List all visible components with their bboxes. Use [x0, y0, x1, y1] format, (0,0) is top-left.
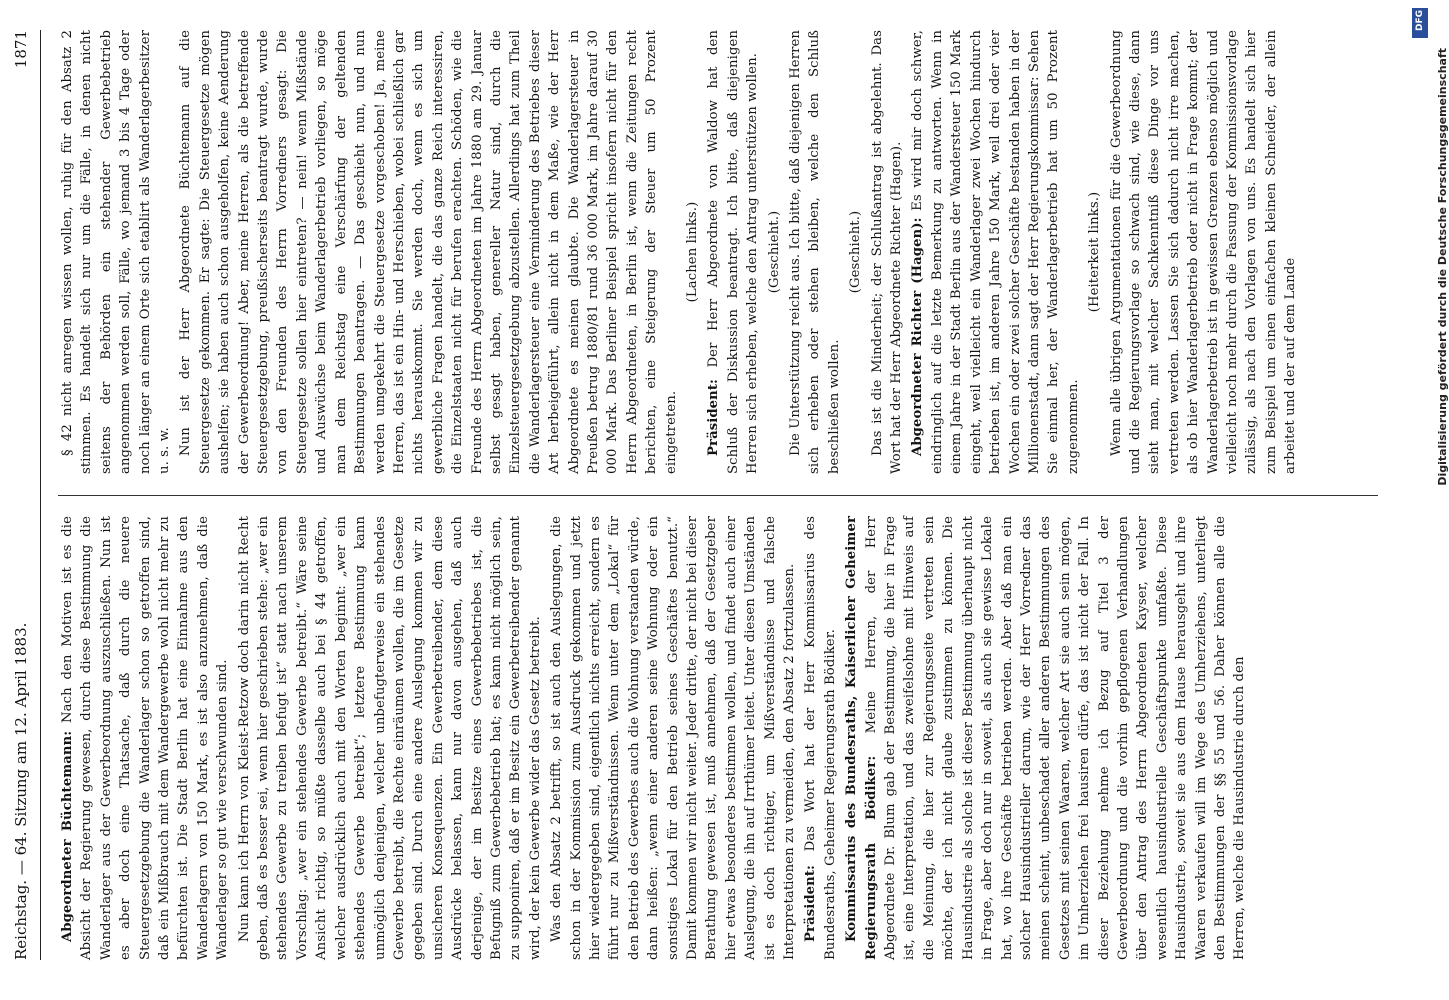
paragraph-text: Es wird mir doch schwer, eindringlich auf die letzte Bemerkung zu antworten. Wenn in einem Jahre in der Stadt Berlin aus der Wandersteuer 150 Mark eingeht, weil vielleicht ein Wanderlager zwei Wochen hindurch betrieben ist, im anderen Jahre 150 Mark, weil drei oder vier Wochen ein oder zwei solcher Geschäfte bestanden haben in der Millionenstadt, dann sagt der Herr Regierungskommissar: Sehen Sie einmal her, der Wanderlagerbetrieb hat um 50 Prozent zugenommen.: [910, 30, 1081, 474]
speaker-name: Abgeordneter Richter (Hagen):: [910, 217, 926, 456]
paragraph-text: Was den Absatz 2 betrifft, so ist auch den Auslegungen, die schon in der Kommission zum Ausdruck gekommen und jetzt hier wiedergegeben sind, eigentlich nichts erreicht, sondern es führt nur zu Mißverständnissen. Wenn unter dem „Lokal“ für den Betrieb des Gewerbes auch die Wohnung verstanden würde, dann heißen: „wenn einer anderen seine Wohnung oder ein sonstiges Lokal für den Betrieb seines Geschäftes benutzt.“ Damit kommen wir nicht weiter. Jeder dritte, der nicht bei dieser Berathung gewesen ist, muß annehmen, daß der Gesetzgeber hier etwas besonderes bestimmen wollen, und findet auch einer Auslegung, die ihn auf Irrthümer leitet. Unter diesen Umständen ist es doch richtiger, um Mißverständnisse und falsche Interpretationen zu vermeiden, den Absatz 2 fortzulassen.: [549, 516, 798, 960]
right-column: [58, 30, 1378, 474]
paragraph: [176, 30, 681, 474]
paragraph-text: Wenn alle übrigen Argumentationen für die Gewerbeordnung und die Regierungsvorlage so schwach sind, wie diese, dann sieht man, mit welcher Sachkenntniß diese Dinge vor uns vertreten werden. Lassen Sie sich dadurch nicht irre machen, als ob hier Wanderlagerbetrieb oder nicht in Frage kommt; der Wanderlagerbetrieb ist in gewissen Grenzen ebenso möglich und vielleicht noch mehr durch die Fassung der Kommissionsvorlage zulässig, als nach den Vorlagen von uns. Es handelt sich hier zum Beispiel um einen einfachen kleinen Schneider, der allein arbeitet und der auf dem Lande: [1108, 30, 1299, 474]
paragraph-text: Das ist die Minderheit; der Schlußantrag ist abgelehnt. Das Wort hat der Herr Abgeordnete Richter (Hagen).: [869, 30, 905, 474]
paragraph: [58, 30, 174, 474]
paragraph: [1085, 30, 1104, 474]
paragraph-text: Das Wort hat der Herr Kommissarius des Bundesraths, Geheimer Regierungsrath Bödiker.: [803, 516, 838, 960]
speaker-name: Abgeordneter Büchtemann:: [60, 730, 75, 942]
speaker-name: Präsident:: [803, 864, 819, 942]
paragraph: [842, 516, 1250, 960]
paragraph: [1107, 30, 1301, 474]
paragraph: [765, 30, 784, 474]
digitization-note-text: Digitalisierung gefördert durch die Deutsche Forschungsgemeinschaft: [1436, 48, 1449, 486]
paragraph: [704, 30, 762, 474]
column-divider: [58, 495, 1378, 496]
left-column: [58, 516, 1378, 960]
paragraph-text: Meine Herren, der Herr Abgeordnete Dr. Blum gab der Bestimmung, die hier in Frage ist, eine Interpretation, und das zweifelsohne mit Hinweis auf die Meinung, die hier zur Regierungsseite vertreten sein möchte, der ich nicht glaube zustimmen zu können. Die Hausindustrie als solche ist dieser Bestimmung überhaupt nicht in Frage, aber doch nur in soweit, als auch sie gewisse Lokale hat, wo ihre Geschäfte betrieben werden. Aber daß man ein solcher Hausindustrieller darum, wie der Herr Vorredner das meinen scheint, unbeschadet aller anderen Bestimmungen des Gesetzes mit seinen Waaren, welcher Art sie auch sein mögen, im Umherziehen frei hausiren dürfe, das ist nicht der Fall. In dieser Beziehung nehme ich Bezug auf Titel 3 der Gewerbeordnung und die vorhin gepflogenen Verhandlungen über den Antrag des Herrn Abgeordneten Kayser, welcher wesentlich hausindustrielle Geschäftspunkte umfaßte. Diese Hausindustrie, soweit sie aus dem Hause herausgeht und ihre Waaren verkaufen will im Wege des Umherziehens, unterliegt den Bestimmungen der §§ 55 und 56. Daher können alle die Herren, welche die Hausindustrie durch den: [863, 515, 1248, 960]
paragraph: [786, 30, 844, 474]
running-head: [8, 30, 38, 960]
paragraph-text: Der Herr Abgeordnete von Waldow hat den Schluß der Diskussion beantragt. Ich bitte, daß diejenigen Herren sich erheben, welche den Antrag unterstützen wollen.: [706, 30, 761, 474]
paragraph: [908, 30, 1083, 474]
paragraph-text: (Heiterkeit links.): [1087, 191, 1103, 313]
paragraph: [547, 516, 799, 960]
header-rule: [40, 30, 41, 960]
paragraph-text: Nun kann ich Herrn von Kleist-Retzow doch darin nicht Recht geben, daß es besser sei, wenn hier geschrieben stehe: „wer ein stehendes Gewerbe zu treiben befugt ist“ statt nach unserem Vorschlag: „wer ein stehendes Gewerbe betreibt.“ Wäre seine Ansicht richtig, so müßte dasselbe auch bei § 44 getroffen, welcher ausdrücklich auch mit den Worten beginnt: „wer ein stehendes Gewerbe betreibt“; letztere Bestimmung kann unmöglich denjenigen, welcher unbefugterweise ein stehendes Gewerbe betreibt, die Rechte einräumen wollen, die im Gesetze gegeben sind. Durch eine andere Auslegung kommen wir zu unsicheren Konsequenzen. Ein Gewerbetreibender, dem diese Ausdrücke belassen, kann nur davon ausgehen, daß auch derjenige, der im Besitze eines Gewerbebetriebes ist, die Befugniß zum Gewerbebetrieb hat; es kann nicht möglich sein, zu supponiren, daß er im Besitz ein Gewerbetreibender genannt wird, der kein Gewerbe wider das Gesetz betreibt.: [236, 516, 543, 960]
paragraph-text: Nach den Motiven ist es die Absicht der Regierung gewesen, durch diese Bestimmung die Wanderlager aus der Gewerbeordnung auszuschließen. Nun ist es aber doch eine Thatsache, daß durch die neuere Steuergesetzgebung die Wanderlager schon so getroffen sind, daß ein Mißbrauch mit dem Wandergewerbe wohl nicht mehr zu befürchten ist. Die Stadt Berlin hat eine Einnahme aus den Wanderlagern von 150 Mark, es ist also anzunehmen, daß die Wanderlager so gut wie verschwunden sind.: [60, 516, 231, 960]
paragraph-text: (Geschieht.): [766, 210, 782, 294]
page-number: 1871: [12, 30, 30, 69]
paragraph-text: § 42 nicht anregen wissen wollen, ruhig für den Absatz 2 stimmen. Es handelt sich nur um die Fälle, in denen nicht seitens der Behörden ein stehender Gewerbebetrieb angenommen werden soll, Fälle, wo jemand 3 bis 4 Tage oder noch länger an einem Orte sich etablirt als Wanderlagerbesitzer u. s. w.: [60, 30, 173, 474]
paragraph: [683, 30, 702, 474]
digitization-strip: [1410, 0, 1449, 1000]
speaker-name: Präsident:: [706, 378, 722, 456]
paragraph-text: Nun ist der Herr Abgeordnete Büchtemann auf die Steuergesetze gekommen. Er sagte: Die Steuergesetze mögen aushelfen; sie haben auch schon ausgeholfen, keine Aenderung der Gewerbeordnung! Aber, meine Herren, als die betreffende Steuergesetzgebung, preußischerseits beantragt wurde, wurde von den Freunden des Herrn Vorredners gesagt: Die Steuergesetze sollen hier eintreten? — nein! wenn Mißstände und Auswüchse beim Wanderlagerbetrieb vorliegen, so möge man dem Reichstag eine Verschärfung der geltenden Bestimmungen beantragen. — Das geschieht nun, und nun werden umgekehrt die Steuergesetze vorgeschoben! Ja, meine Herren, das ist ein Hin- und Herschieben, wobei schließlich gar nichts herauskommt. Sie werden doch, wenn es sich um gewerbliche Fragen handelt, die das ganze Reich interessiren, die Einzelstaaten nicht für berufen erachten. Schöden, wie die Freunde des Herrn Abgeordneten im Jahre 1880 am 29. Januar selbst gesagt haben, genereller Natur sind, durch die Einzelsteuergesetzgebung abzustellen. Allerdings hat zum Theil die Wanderlagersteuer eine Verminderung des Betriebes dieser Art herbeigeführt, allein nicht in dem Maße, wie der Herr Abgeordnete es meinen glaubte. Die Wanderlagersteuer in Preußen betrug 1880/81 rund 36 000 Mark, im Jahre darauf 30 000 Mark. Das Berliner Beispiel spricht insofern nicht für den Herrn Abgeordneten, in Berlin ist, wenn die Zeitungen recht berichten, eine Steigerung der Steuer um 50 Prozent eingetreten.: [178, 30, 679, 474]
dfg-logo: [1412, 8, 1428, 38]
paragraph: [58, 516, 233, 960]
paragraph: [235, 516, 546, 960]
dfg-logo-text: DFG: [1415, 10, 1425, 32]
paragraph: [801, 516, 840, 960]
paragraph-text: Die Unterstützung reicht aus. Ich bitte, daß diejenigen Herren sich erheben oder stehen bleiben, welche den Schluß beschließen wollen.: [788, 30, 842, 474]
paragraph: [868, 30, 907, 474]
running-head-title: Reichstag. — 64. Sitzung am 12. April 1883.: [12, 622, 30, 960]
paragraph-text: (Lachen links.): [685, 201, 700, 303]
paragraph: [846, 30, 865, 474]
speaker-name: Kommissarius des Bundesraths, Kaiserlicher Geheimer Regierungsrath Bödiker:: [844, 516, 879, 960]
paragraph-text: (Geschieht.): [848, 210, 864, 294]
